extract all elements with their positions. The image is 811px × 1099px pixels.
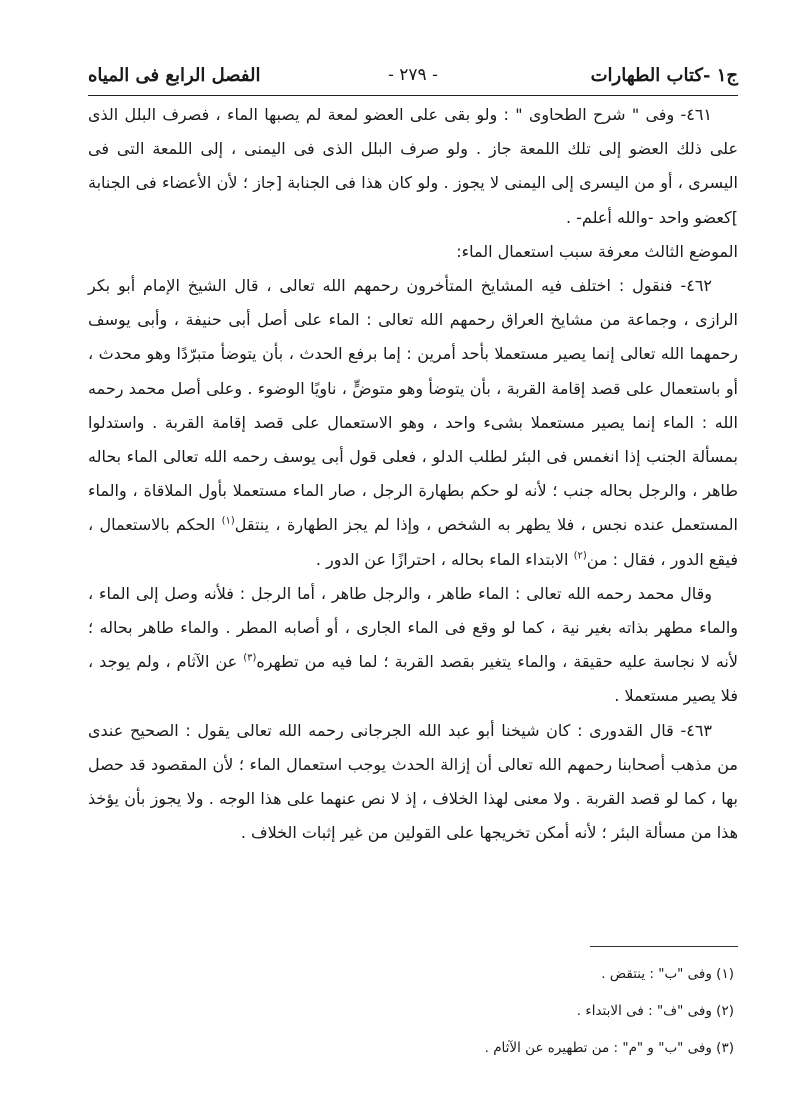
- paragraph-462-text-b: الحكم بالاستعمال ، فيقع الدور ، فقال : من: [88, 515, 738, 569]
- header-volume-title: ج١ -كتاب الطهارات: [590, 64, 738, 86]
- footnote-divider: [590, 946, 738, 947]
- footnotes: [88, 956, 738, 1067]
- paragraph-muhammad: [88, 577, 738, 714]
- footnote-ref-2: (٢): [573, 550, 587, 562]
- paragraph-461: ٤٦١- وفى " شرح الطحاوى " : ولو بقى على العضو لمعة لم يصبها الماء ، فصرف البلل الذى على ذلك العضو إلى تلك اللمعة جاز . ولو صرف البلل الذى فى اليمنى ، إلى اللمعة التى فى اليسرى ، أو من اليسرى إلى اليمنى لا يجوز . ولو كان هذا فى الجنابة [جاز ؛ لأن الأعضاء فى الجنابة ]كعضو واحد -والله أعلم- .: [88, 105, 738, 227]
- page-number: - ٢٧٩ -: [388, 65, 438, 85]
- paragraph-462-text-a: ٤٦٢- فنقول : اختلف فيه المشايخ المتأخرون رحمهم الله تعالى ، قال الشيخ الإمام أبو بكر الرازى ، وجماعة من مشايخ العراق رحمهم الله تعالى : الماء على أصل أبى حنيفة ، وأبى يوسف رحمهما الله تعالى إنما يصير مستعملا بأحد أمرين : إما برفع الحدث ، بأن يتوضأ متبرّدًا وهو محدث ، أو باستعمال على قصد إقامة القربة ، بأن يتوضأ وهو متوضٍّ ، ناويًا الوضوء . وعلى أصل محمد رحمه الله : الماء إنما يصير مستعملا بشىء واحد ، وهو الاستعمال على قصد إقامة القربة . واستدلوا بمسألة الجنب إذا انغمس فى البئر لطلب الدلو ، فعلى قول أبى يوسف رحمه الله تعالى الماء بحاله طاهر ، والرجل بحاله جنب ؛ لأنه لو حكم بطهارة الرجل ، صار الماء مستعملا بأول الملاقاة ، والماء المستعمل عنده نجس ، فلا يطهر به الشخص ، وإذا لم يجز الطهارة ، ينتقل: [88, 276, 738, 535]
- paragraph-muhammad-text-b: عن الآثام ، ولم يوجد ، فلا يصير مستعملا .: [88, 652, 738, 706]
- header-chapter-title: الفصل الرابع فى المياه: [88, 64, 261, 86]
- footnote-1: (١) وفى "ب" : ينتقض .: [601, 966, 734, 982]
- footnote-ref-1: (١): [221, 516, 235, 528]
- main-text: [88, 98, 738, 850]
- paragraph-463: ٤٦٣- قال القدورى : كان شيخنا أبو عبد الله الجرجانى رحمه الله تعالى يقول : الصحيح عندى من مذهب أصحابنا رحمهم الله تعالى أن إزالة الحدث يوجب استعمال الماء ؛ لأن المقصود قد حصل بها ، كما لو قصد القربة . ولا معنى لهذا الخلاف ، إذ لا نص عنهما على هذا الوجه . ولا يجوز بأن يؤخذ هذا من مسألة البئر ؛ لأنه أمكن تخريجها على القولين من غير إثبات الخلاف .: [88, 720, 738, 843]
- paragraph-462: [88, 269, 738, 577]
- header-divider: [88, 95, 738, 96]
- footnote-ref-3: (٣): [243, 652, 257, 664]
- page-header: [88, 58, 738, 92]
- paragraph-462-text-c: الابتداء الماء بحاله ، احترازًا عن الدور .: [315, 549, 574, 569]
- footnote-2: (٢) وفى "ف" : فى الابتداء .: [576, 1003, 734, 1019]
- paragraph-muhammad-text-a: وقال محمد رحمه الله تعالى : الماء طاهر ، والرجل طاهر ، أما الرجل : فلأنه وصل إلى الماء ، والماء مطهر بذاته بغير نية ، كما لو وقع فى الماء الجارى ، أو أصابه المطر . والماء طاهر بحاله ؛ لأنه لا نجاسة عليه حقيقة ، والماء يتغير بقصد القربة ؛ لما فيه من تطهره: [88, 583, 738, 672]
- footnote-3: (٣) وفى "ب" و "م" : من تطهيره عن الآثام .: [484, 1040, 734, 1056]
- section-heading: الموضع الثالث معرفة سبب استعمال الماء:: [456, 241, 738, 261]
